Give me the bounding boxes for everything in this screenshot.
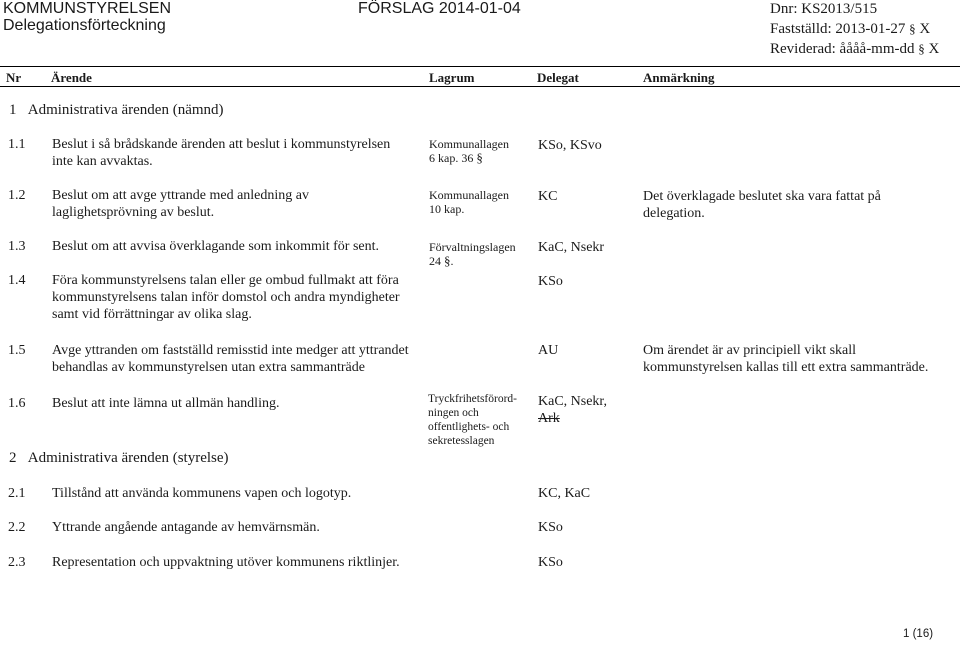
- row-arende: Beslut om att avvisa överklagande som inkommit för sent.: [52, 239, 379, 254]
- col-nr: Nr: [6, 70, 22, 85]
- row-nr: 1.2: [8, 188, 26, 203]
- row-arende: Yttrande angående antagande av hemvärnsmän.: [52, 520, 320, 535]
- document-header-left: [3, 0, 171, 34]
- col-delegat: Delegat: [537, 70, 579, 85]
- row-arende: Föra kommunstyrelsens talan eller ge ombud fullmakt att föra kommunstyrelsens talan inför domstol och andra myndigheter samt vid förrättningar av olika slag.: [52, 273, 400, 322]
- org-name: KOMMUNSTYRELSEN: [3, 0, 172, 17]
- row-arende: Representation och uppvaktning utöver kommunens riktlinjer.: [52, 555, 400, 570]
- draft-status: FÖRSLAG 2014-01-04: [358, 0, 521, 17]
- page-number: 1 (16): [903, 628, 934, 640]
- revised-mark: X: [928, 41, 940, 57]
- row-arende: Beslut om att avge yttrande med anledning av laglighetsprövning av beslut.: [52, 188, 309, 220]
- established-mark: X: [919, 21, 931, 37]
- row-delegat: KaC, Nsekr: [538, 240, 605, 255]
- row-delegat: KC: [538, 189, 558, 204]
- row-nr: 2.2: [8, 520, 26, 535]
- row-lagrum: Kommunallagen 6 kap. 36 §: [429, 137, 509, 165]
- col-anmarkning: Anmärkning: [643, 70, 715, 85]
- established-date: Fastställd: 2013-01-27 § X: [770, 21, 931, 37]
- struck-delegate: Ark: [538, 411, 560, 426]
- row-delegat: KaC, Nsekr, Ark: [538, 394, 608, 426]
- row-delegat: AU: [538, 343, 559, 358]
- row-delegat: KSo: [538, 274, 563, 289]
- row-delegat: KC, KaC: [538, 486, 591, 501]
- document-type: Delegationsförteckning: [3, 17, 166, 34]
- row-nr: 1.4: [8, 273, 26, 288]
- paragraph-icon: §: [444, 253, 451, 268]
- row-delegat: KSo, KSvo: [538, 138, 602, 153]
- row-anmarkning: Det överklagade beslutet ska vara fattat på delegation.: [643, 189, 881, 221]
- row-nr: 1.5: [8, 343, 26, 358]
- paragraph-icon: §: [918, 41, 925, 56]
- row-nr: 1.1: [8, 137, 26, 152]
- row-arende: Avge yttranden om fastställd remisstid inte medger att yttrandet behandlas av kommunstyrelsen utan extra sammanträde: [52, 343, 409, 375]
- paragraph-icon: §: [476, 150, 483, 165]
- row-delegat: KSo: [538, 520, 563, 535]
- row-nr: 2.3: [8, 555, 26, 570]
- section-heading: 1 Administrativa ärenden (nämnd): [9, 102, 224, 118]
- row-lagrum: Kommunallagen 10 kap.: [429, 188, 509, 216]
- table-header: [0, 66, 960, 87]
- row-nr: 1.3: [8, 239, 26, 254]
- col-lagrum: Lagrum: [429, 70, 475, 85]
- row-lagrum: Förvaltningslagen 24 §.: [429, 240, 516, 268]
- row-delegat: KSo: [538, 555, 563, 570]
- row-anmarkning: Om ärendet är av principiell vikt skall kommunstyrelsen kallas till ett extra sammanträde.: [643, 343, 929, 375]
- row-arende: Tillstånd att använda kommunens vapen och logotyp.: [52, 486, 352, 501]
- row-nr: 2.1: [8, 486, 26, 501]
- col-arende: Ärende: [51, 70, 92, 85]
- row-arende: Beslut att inte lämna ut allmän handling.: [52, 396, 280, 411]
- document-header-right: [770, 0, 939, 59]
- row-arende: Beslut i så brådskande ärenden att beslut i kommunstyrelsen inte kan avvaktas.: [52, 137, 391, 169]
- row-lagrum: Tryckfrihetsförord- ningen och offentlighets- och sekretesslagen: [428, 393, 518, 447]
- row-nr: 1.6: [8, 396, 26, 411]
- revised-date: Reviderad: åååå-mm-dd § X: [770, 41, 940, 57]
- section-heading: 2 Administrativa ärenden (styrelse): [9, 450, 229, 466]
- diary-number: Dnr: KS2013/515: [770, 1, 878, 17]
- paragraph-icon: §: [909, 21, 916, 36]
